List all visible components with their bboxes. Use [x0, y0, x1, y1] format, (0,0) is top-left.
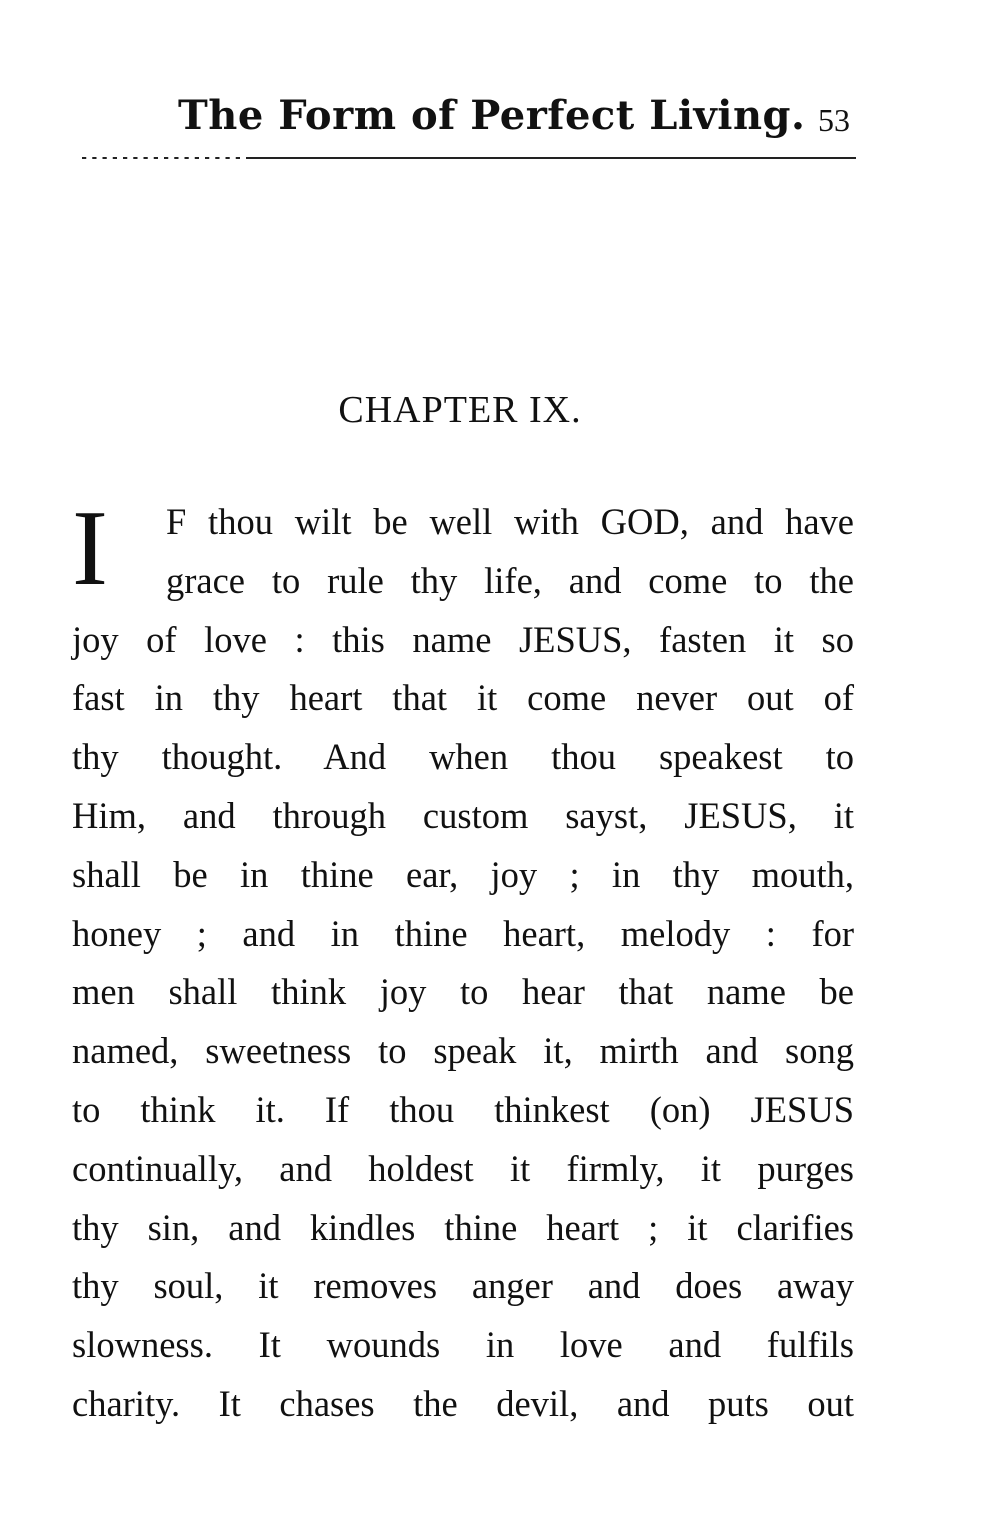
drop-cap: I	[72, 489, 108, 608]
header-rule-broken-segment	[76, 157, 246, 159]
page-number: 53	[818, 102, 850, 138]
running-head	[0, 88, 1000, 148]
text-line: to think it. If thou thinkest (on) JESUS	[72, 1088, 854, 1130]
text-line: fast in thy heart that it come never out of	[72, 677, 854, 719]
text-line: shall be in thine ear, joy ; in thy mouth,	[72, 853, 854, 895]
text-line: slowness. It wounds in love and fulfils	[72, 1324, 854, 1366]
text-line: F thou wilt be well with GOD, and have	[166, 501, 854, 542]
text-line: thy thought. And when thou speakest to	[72, 736, 854, 778]
text-line: honey ; and in thine heart, melody : for	[72, 912, 854, 954]
text-line: grace to rule thy life, and come to the	[166, 559, 854, 601]
running-title: The Form of Perfect Living.	[178, 92, 806, 139]
chapter-heading-text: CHAPTER IX.	[338, 389, 582, 431]
chapter-body	[72, 489, 854, 1434]
text-line: joy of love : this name JESUS, fasten it so	[72, 618, 854, 660]
text-line: continually, and holdest it firmly, it purges	[72, 1147, 854, 1189]
text-line: thy sin, and kindles thine heart ; it clarifies	[72, 1206, 854, 1248]
text-line: charity. It chases the devil, and puts out	[72, 1382, 854, 1424]
chapter-heading	[0, 384, 1000, 436]
text-line: thy soul, it removes anger and does away	[72, 1265, 854, 1307]
text-line: Him, and through custom sayst, JESUS, it	[72, 794, 854, 836]
text-line: named, sweetness to speak it, mirth and song	[72, 1030, 854, 1072]
text-line: men shall think joy to hear that name be	[72, 971, 854, 1013]
